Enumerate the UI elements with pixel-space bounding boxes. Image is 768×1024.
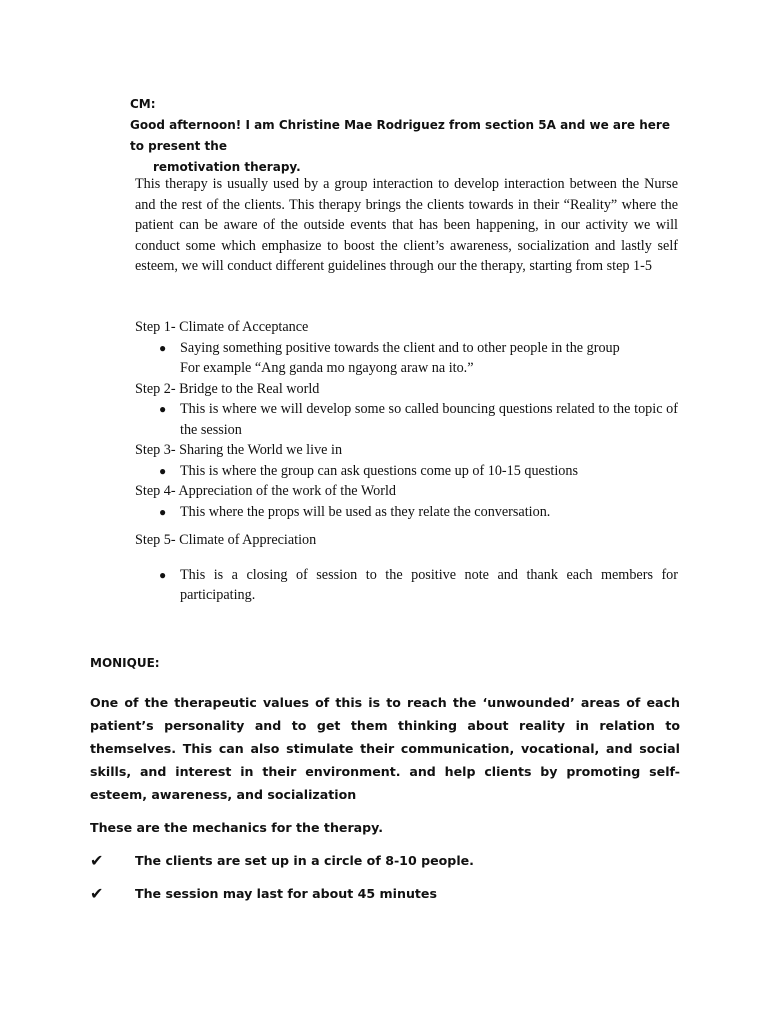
cm-intro-line-1: Good afternoon! I am Christine Mae Rodriguez from section 5A and we are here to present the: [130, 118, 670, 153]
checklist-item: [90, 883, 680, 904]
step-title: Step 5- Climate of Appreciation: [135, 532, 317, 548]
step-title: Step 3- Sharing the World we live in: [135, 442, 343, 458]
step-bullet: [135, 338, 678, 379]
monique-section: [90, 653, 680, 904]
cm-intro-line-2: remotivation therapy.: [153, 160, 301, 174]
bullet-icon: ●: [159, 567, 167, 582]
checklist-item: [90, 850, 680, 871]
step-title: Step 2- Bridge to the Real world: [135, 380, 320, 397]
step-bullet: [135, 461, 678, 482]
bullet-text: This is a closing of session to the positive note and thank each members for participating.: [180, 566, 678, 603]
step-title: Step 1- Climate of Acceptance: [135, 319, 309, 335]
bullet-text: Saying something positive towards the client and to other people in the group: [180, 339, 620, 356]
checklist-text: The clients are set up in a circle of 8-10 people.: [135, 853, 474, 868]
bullet-icon: ●: [159, 340, 167, 355]
step-title: Step 4- Appreciation of the work of the World: [135, 483, 397, 499]
cm-section: [130, 94, 670, 178]
mechanics-intro: These are the mechanics for the therapy.: [90, 820, 384, 835]
bullet-text: This is where we will develop some so called bouncing questions related to the topic of the session: [180, 401, 678, 438]
bullet-icon: ●: [159, 402, 167, 416]
therapy-paragraph: This therapy is usually used by a group interaction to develop interaction between the Nurse and the rest of the clients. This therapy brings the clients towards in their “Reality” where the patient can be aware of the outside events that has been happening, in our activity we will conduct some which emphasize to boost the client’s awareness, socialization and lastly self esteem, we will conduct different guidelines through our the therapy, starting from step 1-5: [135, 176, 678, 274]
monique-paragraph: One of the therapeutic values of this is to reach the ‘unwounded’ areas of each patient’s personality and to get them thinking about reality in relation to themselves. This can also stimulate their communication, vocational, and social skills, and interest in their environment. and help clients by promoting self-esteem, awareness, and socialization: [90, 695, 680, 802]
bullet-icon: ●: [159, 463, 167, 478]
checklist-text: The session may last for about 45 minutes: [135, 886, 437, 901]
bullet-text: This where the props will be used as they relate the conversation.: [180, 503, 551, 520]
monique-speaker-label: MONIQUE:: [90, 656, 160, 670]
step-bullet: [135, 399, 678, 440]
cm-speaker-label: CM:: [130, 97, 156, 111]
step-bullet: [135, 502, 678, 523]
checkmark-icon: ✔: [90, 851, 104, 870]
bullet-icon: ●: [159, 504, 167, 519]
bullet-text: This is where the group can ask questions come up of 10-15 questions: [180, 462, 578, 479]
bullet-text: For example “Ang ganda mo ngayong araw na ito.”: [180, 360, 474, 376]
steps-list: [135, 317, 678, 606]
checkmark-icon: ✔: [90, 884, 104, 903]
step-bullet: [135, 565, 678, 606]
